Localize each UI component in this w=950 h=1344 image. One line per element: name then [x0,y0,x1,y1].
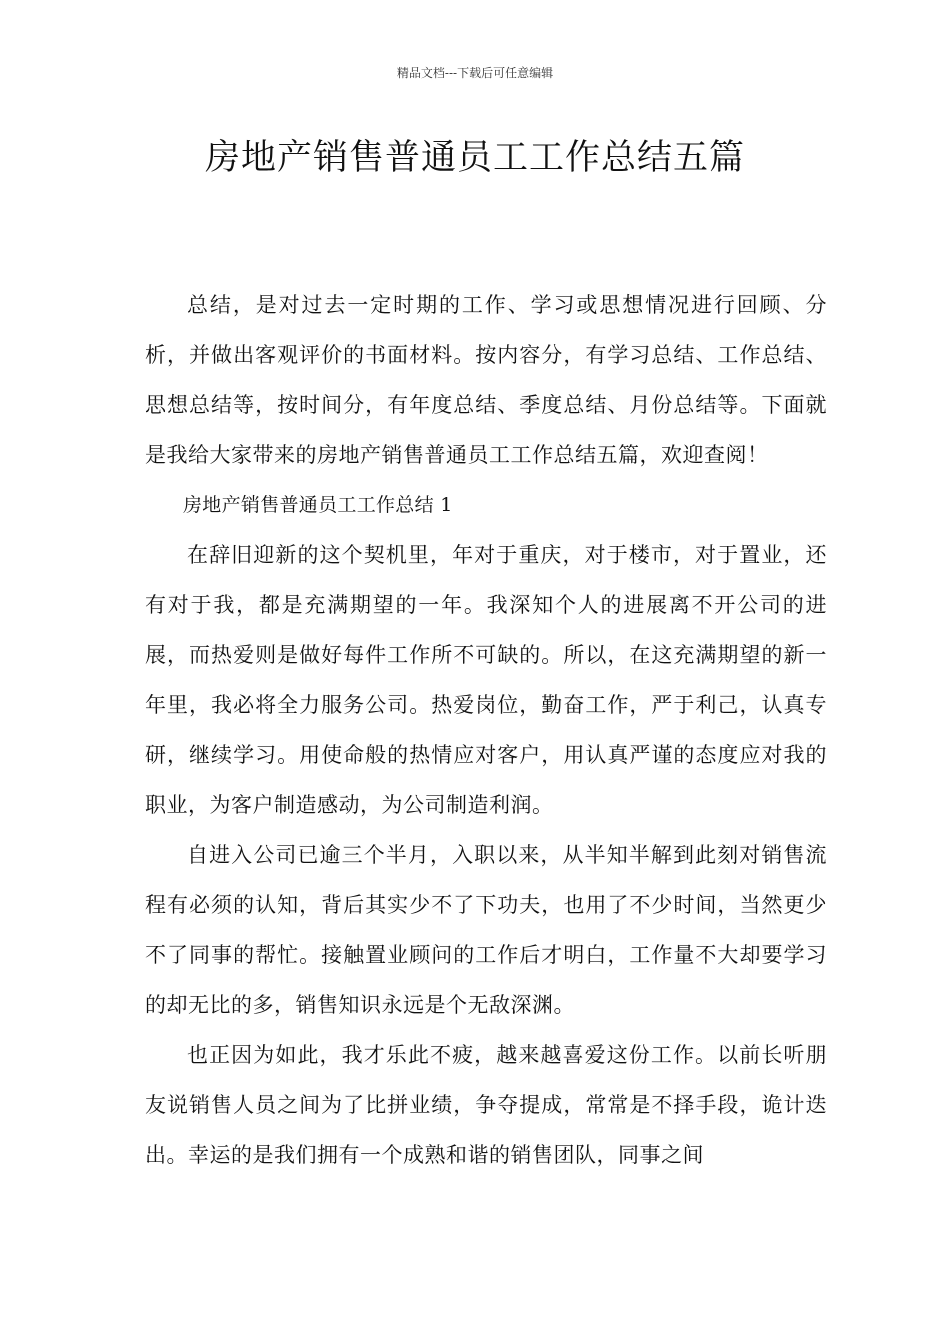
intro-paragraph: 总结，是对过去一定时期的工作、学习或思想情况进行回顾、分析，并做出客观评价的书面材料。按内容分，有学习总结、工作总结、思想总结等，按时间分，有年度总结、季度总结、月份总结等。下面就是我给大家带来的房地产销售普通员工工作总结五篇，欢迎查阅！ [145,293,827,467]
document-title: 房地产销售普通员工工作总结五篇 [204,138,745,178]
body-paragraph: 自进入公司已逾三个半月，入职以来，从半知半解到此刻对销售流程有必须的认知，背后其实少不了下功夫，也用了不少时间，当然更少不了同事的帮忙。接触置业顾问的工作后才明白，工作量不大却要学习的却无比的多，销售知识永远是个无敌深渊。 [145,843,827,1017]
body-paragraph: 在辞旧迎新的这个契机里，年对于重庆，对于楼市，对于置业，还有对于我，都是充满期望的一年。我深知个人的进展离不开公司的进展，而热爱则是做好每件工作所不可缺的。所以，在这充满期望的新一年里，我必将全力服务公司。热爱岗位，勤奋工作，严于利己，认真专研，继续学习。用使命般的热情应对客户，用认真严谨的态度应对我的职业，为客户制造感动，为公司制造利润。 [145,543,827,817]
section-heading: 房地产销售普通员工工作总结 1 [183,494,453,516]
document-body [145,280,827,1180]
body-paragraph: 也正因为如此，我才乐此不疲，越来越喜爱这份工作。以前长听朋友说销售人员之间为了比拼业绩，争夺提成，常常是不择手段，诡计迭出。幸运的是我们拥有一个成熟和谐的销售团队，同事之间 [145,1043,827,1167]
header-note: 精品文档---下载后可任意编辑 [396,66,554,80]
